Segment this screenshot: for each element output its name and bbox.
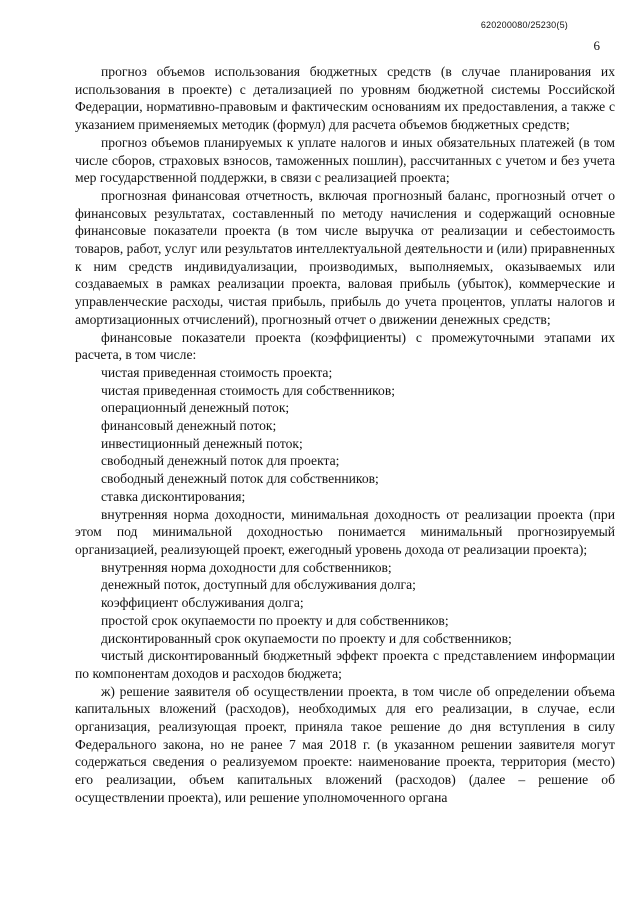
list-item-discount-rate: ставка дисконтирования; bbox=[101, 488, 246, 504]
paragraph-applicant-decision: ж) решение заявителя об осуществлении проекта, в том числе об определении объема капитальных вложений (расходов), необходимых для его реализации, в случае, если организация, реализующая проект, приняла такое решение до дня вступления в силу Федерального закона, но не ранее 7 мая 2018 г. (в указанном решении заявителя могут содержаться сведения о реализуемом проекте: наименование проекта, территория (место) его реализации, объем капитальных вложений (расходов) (далее – решение об осуществлении проекта), или решение уполномоченного органа bbox=[75, 683, 615, 805]
list-item-irr-owners: внутренняя норма доходности для собственников; bbox=[101, 559, 392, 575]
list-item-investment-cash-flow: инвестиционный денежный поток; bbox=[101, 435, 303, 451]
list-item-dscr: коэффициент обслуживания долга; bbox=[101, 595, 304, 611]
paragraph-taxes: прогноз объемов планируемых к уплате налогов и иных обязательных платежей (в том числе сборов, страховых взносов, таможенных пошлин), рассчитанных с учетом и без учета мер государственной поддержки, в связи с реализацией проекта; bbox=[75, 134, 615, 186]
list-item-free-cash-flow-project: свободный денежный поток для проекта; bbox=[101, 453, 340, 469]
list-item-irr: внутренняя норма доходности, минимальная доходность от реализации проекта (при этом под минимальной доходностью понимается минимальный прогнозируемый организацией, реализующей проект, ежегодный уровень дохода от реализации проекта); bbox=[75, 506, 615, 557]
list-item-free-cash-flow-owners: свободный денежный поток для собственников; bbox=[101, 471, 379, 487]
list-item-discounted-payback: дисконтированный срок окупаемости по проекту и для собственников; bbox=[101, 630, 512, 646]
page-number: 6 bbox=[593, 38, 600, 53]
list-item-debt-service-cash-flow: денежный поток, доступный для обслуживания долга; bbox=[101, 577, 416, 593]
paragraph-financial-indicators: финансовые показатели проекта (коэффициенты) с промежуточными этапами их расчета, в том числе: bbox=[75, 329, 615, 363]
list-item-financial-cash-flow: финансовый денежный поток; bbox=[101, 418, 277, 434]
list-item-npv-project: чистая приведенная стоимость проекта; bbox=[101, 364, 333, 380]
list-item-simple-payback: простой срок окупаемости по проекту и для собственников; bbox=[101, 612, 449, 628]
document-id: 620200080/25230(5) bbox=[480, 20, 568, 30]
document-body bbox=[75, 63, 615, 807]
list-item-operating-cash-flow: операционный денежный поток; bbox=[101, 400, 290, 416]
paragraph-financial-statements: прогнозная финансовая отчетность, включая прогнозный баланс, прогнозный отчет о финансовых результатах, составленный по методу начисления и содержащий основные финансовые показатели проекта (в том числе выручка от реализации и себестоимость товаров, работ, услуг или результатов интеллектуальной деятельности и (или) приравненных к ним средств индивидуализации, производимых, выполняемых, оказываемых или создаваемых в рамках реализации проекта, валовая прибыль (убыток), коммерческие и управленческие расходы, чистая прибыль, прибыль до учета процентов, уплаты налогов и амортизационных отчислений), прогнозный отчет о движении денежных средств; bbox=[75, 187, 615, 327]
list-item-npv-owners: чистая приведенная стоимость для собственников; bbox=[101, 382, 396, 398]
paragraph-budget-funds: прогноз объемов использования бюджетных средств (в случае планирования их использования в проекте) с детализацией по уровням бюджетной системы Российской Федерации, нормативно-правовым и фактическим основаниям их предоставления, а также с указанием применяемых методик (формул) для расчета объемов бюджетных средств; bbox=[75, 64, 615, 133]
list-item-budget-effect: чистый дисконтированный бюджетный эффект проекта с представлением информации по компонентам доходов и расходов бюджета; bbox=[75, 648, 615, 681]
